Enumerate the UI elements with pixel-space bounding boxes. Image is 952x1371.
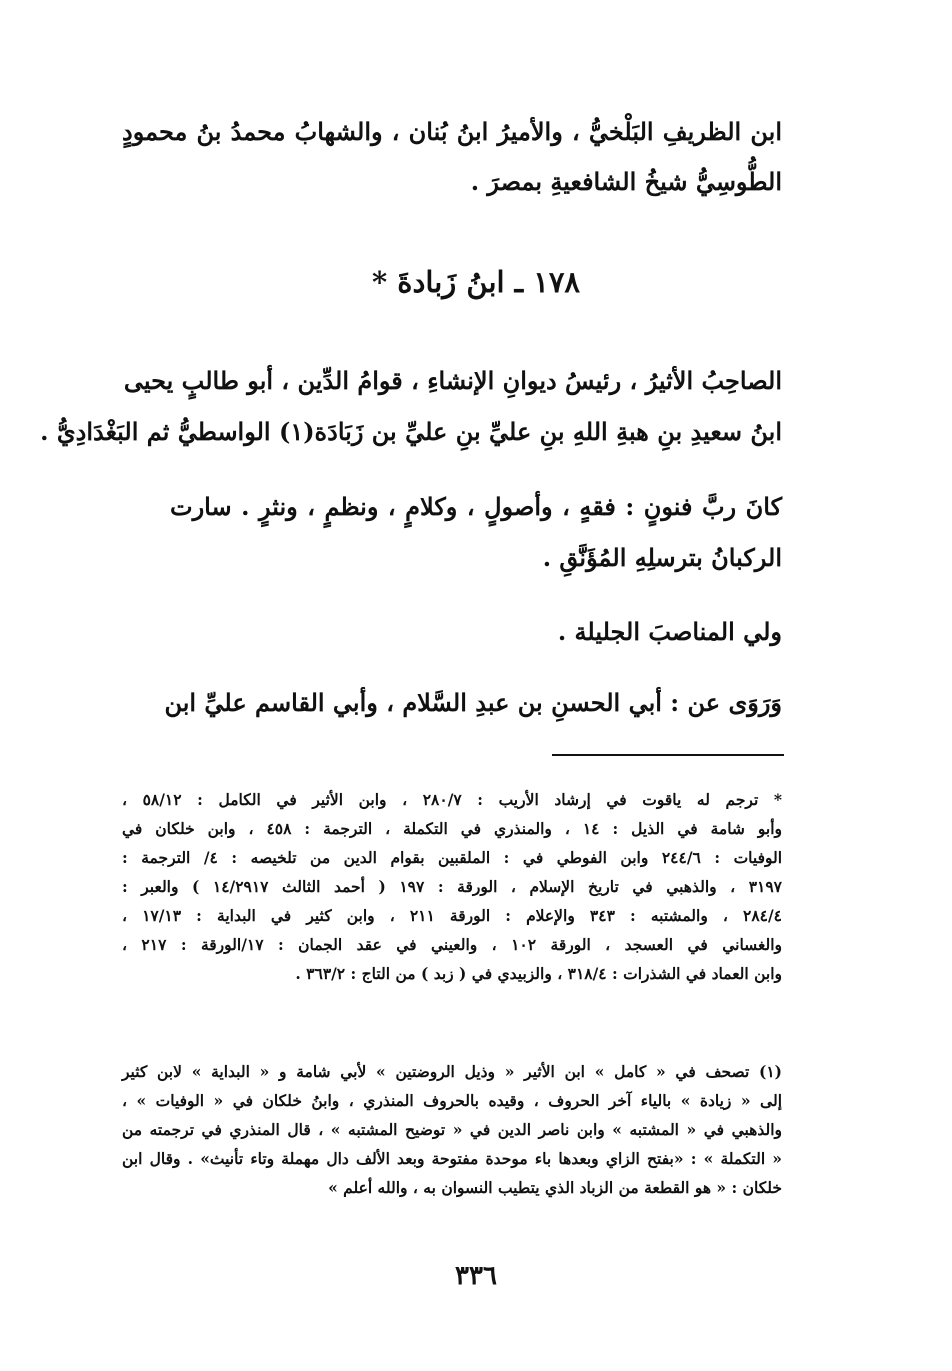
entry-heading: ١٧٨ ـ ابنُ زَبادةَ * <box>371 265 580 299</box>
intro-line-1: ابن الظريفِ البَلْخيُّ ، والأميرُ ابنُ بُنان ، والشهابُ محمدُ بنُ محمودٍ <box>122 117 782 146</box>
footnote-1-line-2: إلى « زيادة » بالياء آخر الحروف ، وقيده بالحروف المنذري ، وابنُ خلكان في « الوفيات » ، <box>122 1091 782 1110</box>
paragraph-2-line-2: الركبانُ بترسلِهِ المُؤَنَّقِ . <box>542 543 782 572</box>
paragraph-2-line-1: كانَ ربَّ فنونٍ : فقهٍ ، وأصولٍ ، وكلامٍ ، ونظمٍ ، ونثرٍ . سارت <box>170 492 782 521</box>
paragraph-4-line-1: وَرَوَى عن : أبي الحسنِ بن عبدِ السَّلام ، وأبي القاسم عليِّ ابن <box>164 688 782 717</box>
footnote-1-line-4: « التكملة » : «بفتح الزاي وبعدها باء موحدة مفتوحة وبعد الألف دال مهملة وتاء تأنيث» . وقال ابن <box>122 1149 782 1168</box>
footnote-star-line-5: ٢٨٤/٤ ، والمشتبه : ٣٤٣ والإعلام : الورقة ٢١١ ، وابن كثير في البداية : ١٧/١٣ ، <box>122 906 782 925</box>
footnote-1-line-3: والذهبي في « المشتبه » وابن ناصر الدين في « توضيح المشتبه » ، قال المنذري في ترجمته من <box>122 1120 782 1139</box>
footnote-separator <box>552 754 784 756</box>
paragraph-1-line-2: ابنُ سعيدِ بنِ هبةِ اللهِ بنِ عليِّ بنِ عليِّ بن زَبَادَة(١) الواسطيُّ ثم البَغْدَادِيُّ . <box>40 417 782 446</box>
paragraph-3-line-1: ولي المناصبَ الجليلة . <box>557 617 782 646</box>
footnote-star-line-1: * ترجم له ياقوت في إرشاد الأريب : ٢٨٠/٧ ، وابن الأثير في الكامل : ٥٨/١٢ ، <box>122 790 782 809</box>
footnote-1-line-1: (١) تصحف في « كامل » ابن الأثير « وذيل الروضتين » لأبي شامة و « البداية » لابن كثير <box>122 1062 782 1081</box>
footnote-star-line-3: الوفيات : ٢٤٤/٦ وابن الفوطي في : الملقبين بقوام الدين من تلخيصه : ٤/ الترجمة : <box>122 848 783 867</box>
footnote-1-line-5: خلكان : « هو القطعة من الزباد الذي يتطيب النسوان به ، والله أعلم » <box>328 1178 782 1197</box>
footnote-star-line-6: والغساني في العسجد ، الورقة ١٠٢ ، والعيني في عقد الجمان : ١٧/الورقة : ٢١٧ ، <box>122 935 783 954</box>
intro-line-2: الطُّوسِيُّ شيخُ الشافعيةِ بمصرَ . <box>470 167 782 196</box>
page-number: ٣٣٦ <box>455 1261 497 1291</box>
footnote-star-line-7: وابن العماد في الشذرات : ٣١٨/٤ ، والزبيدي في ( زبد ) من التاج : ٣٦٣/٢ . <box>295 964 782 983</box>
footnote-star-line-2: وأبو شامة في الذيل : ١٤ ، والمنذري في التكملة ، الترجمة : ٤٥٨ ، وابن خلكان في <box>122 819 782 838</box>
footnote-star-line-4: ٣١٩٧ ، والذهبي في تاريخ الإسلام ، الورقة : ١٩٧ ( أحمد الثالث ١٤/٢٩١٧ ) والعبر : <box>122 877 783 896</box>
paragraph-1-line-1: الصاحِبُ الأثيرُ ، رئيسُ ديوانِ الإنشاءِ ، قوامُ الدِّين ، أبو طالبٍ يحيى <box>123 366 782 395</box>
